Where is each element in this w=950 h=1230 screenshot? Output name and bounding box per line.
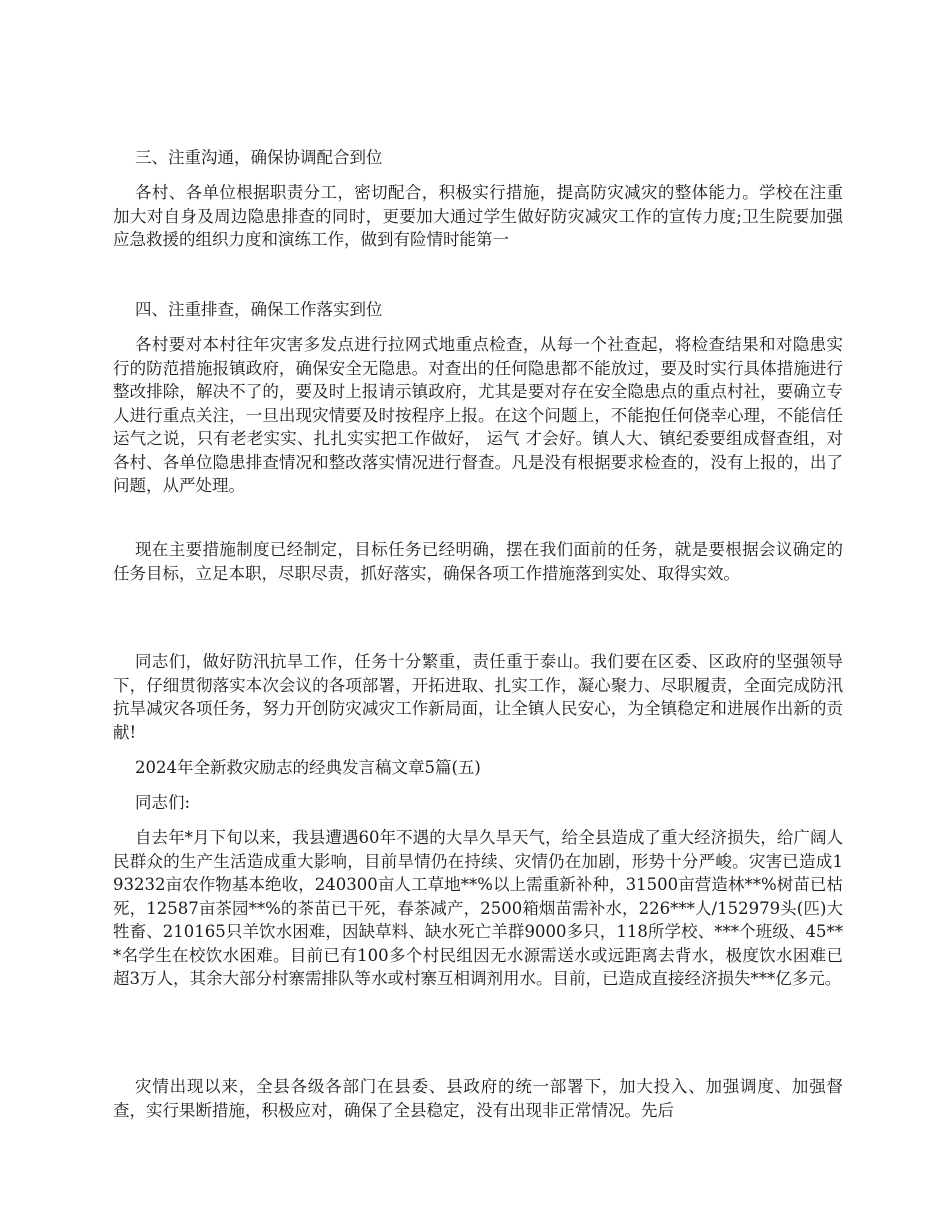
section-heading-3: 三、注重沟通，确保协调配合到位 <box>135 148 383 167</box>
section-heading-4: 四、注重排查，确保工作落实到位 <box>135 300 383 319</box>
greeting: 同志们: <box>135 793 191 812</box>
paragraph-6: 同志们，做好防汛抗旱工作，任务十分繁重，责任重于泰山。我们要在区委、区政府的坚强领导下，仔细贯彻落实本次会议的各项部署，开拓进取、扎实工作，凝心聚力、尽职履责，全面完成防汛抗旱减灾各项任务，努力开创防灾减灾工作新局面，让全镇人民安心，为全镇稳定和进展作出新的贡献! <box>113 652 843 742</box>
paragraph-8: 灾情出现以来，全县各级各部门在县委、县政府的统一部署下，加大投入、加强调度、加强督查，实行果断措施，积极应对，确保了全县稳定，没有出现非正常情况。先后 <box>113 1077 843 1120</box>
paragraph-3: 各村、各单位根据职责分工，密切配合，积极实行措施，提高防灾减灾的整体能力。学校在注重加大对自身及周边隐患排查的同时，更要加大通过学生做好防灾减灾工作的宣传力度;卫生院要加强应急救援的组织力度和演练工作，做到有险情时能第一 <box>113 183 843 249</box>
paragraph-4: 各村要对本村往年灾害多发点进行拉网式地重点检查，从每一个社查起，将检查结果和对隐患实行的防范措施报镇政府，确保安全无隐患。对查出的任何隐患都不能放过，要及时实行具体措施进行整改排除，解决不了的，要及时上报请示镇政府，尤其是要对存在安全隐患点的重点村社，要确立专人进行重点关注，一旦出现灾情要及时按程序上报。在这个问题上，不能抱任何侥幸心理，不能信任运气之说，只有老老实实、扎扎实实把工作做好， 运气 才会好。镇人大、镇纪委要组成督查组，对各村、各单位隐患排查情况和整改落实情况进行督查。凡是没有根据要求检查的，没有上报的，出了问题，从严处理。 <box>113 335 843 495</box>
article-title: 2024年全新救灾励志的经典发言稿文章5篇(五) <box>135 758 481 777</box>
paragraph-7: 自去年*月下旬以来，我县遭遇60年不遇的大旱久旱天气，给全县造成了重大经济损失，给广阔人民群众的生产生活造成重大影响，目前旱情仍在持续、灾情仍在加剧，形势十分严峻。灾害已造成193232亩农作物基本绝收，240300亩人工草地**%以上需重新补种，31500亩营造林**%树苗已枯死，12587亩茶园**%的茶苗已干死，春茶减产，2500箱烟苗需补水，226***人/152979头(匹)大牲畜、210165只羊饮水困难，因缺草料、缺水死亡羊群9000多只，118所学校、***个班级、45***名学生在校饮水困难。目前已有100多个村民组因无水源需送水或远距离去背水，极度饮水困难已超3万人，其余大部分村寨需排队等水或村寨互相调剂用水。目前，已造成直接经济损失***亿多元。 <box>113 828 843 988</box>
paragraph-5: 现在主要措施制度已经制定，目标任务已经明确，摆在我们面前的任务，就是要根据会议确定的任务目标，立足本职，尽职尽责，抓好落实，确保各项工作措施落到实处、取得实效。 <box>113 540 843 583</box>
